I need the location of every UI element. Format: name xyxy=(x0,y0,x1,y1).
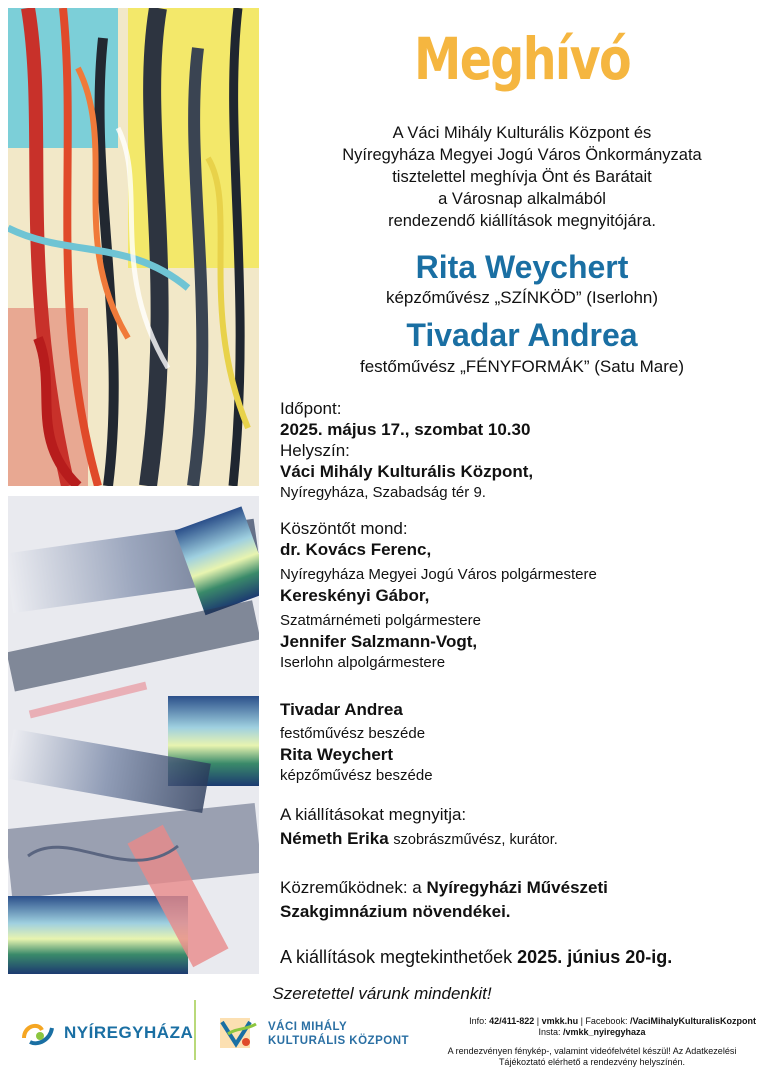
speeches-section xyxy=(280,699,750,786)
phone: 42/411-822 xyxy=(489,1016,535,1026)
intro-line: rendezendő kiállítások megnyitójára. xyxy=(388,212,656,230)
logo-divider xyxy=(194,1000,196,1060)
intro-text xyxy=(280,122,764,232)
speaker-name: Kereskényi Gábor, xyxy=(280,586,430,605)
speaker-role: Iserlohn alpolgármestere xyxy=(280,654,446,671)
contact-block: Info: 42/411-822 | vmkk.hu | Facebook: /VaciMihalyKulturalisKozpont Insta: /vmkk_nyiregyhaza A rendezvényen fénykép-, valamint videófelvétel készül! Az Adatkezelési Tájékoztató elérhető a rendezvény helyszínén. xyxy=(388,1016,756,1068)
viewing-date: 2025. június 20-ig. xyxy=(517,947,673,967)
performers-bold-2: Szakgimnázium növendékei. xyxy=(280,902,511,921)
performers-section xyxy=(280,876,750,924)
place-label: Helyszín: xyxy=(280,441,350,460)
info-label: Info: xyxy=(469,1016,487,1026)
artist-subtitle-1: képzőművész „SZÍNKÖD” (Iserlohn) xyxy=(385,288,659,307)
opening-section xyxy=(280,804,750,851)
speaker-role: Szatmárnémeti polgármestere xyxy=(280,612,481,629)
vmkk-emblem-icon xyxy=(216,1014,262,1054)
invitation-title: Meghívó xyxy=(414,25,630,93)
intro-line: A Váci Mihály Kulturális Központ és xyxy=(392,124,652,142)
artist-name-1: Rita Weychert xyxy=(415,249,629,285)
nyiregyhaza-emblem-icon xyxy=(20,1018,58,1048)
performers-prefix: Közreműködnek: a xyxy=(280,878,422,897)
privacy-note-2: Tájékoztató elérhető a rendezvény helyszínén. xyxy=(498,1057,686,1067)
city-name: NYÍREGYHÁZA xyxy=(64,1023,194,1042)
vmkk-logo xyxy=(216,1014,409,1054)
speaker-role: Nyíregyháza Megyei Jogú Város polgármestere xyxy=(280,566,597,583)
vmkk-line-1: VÁCI MIHÁLY xyxy=(268,1021,348,1033)
time-value: 2025. május 17., szombat 10.30 xyxy=(280,420,531,439)
performers-bold-1: Nyíregyházi Művészeti xyxy=(426,878,608,897)
facebook-label: Facebook: xyxy=(585,1016,628,1026)
speech-name: Tivadar Andrea xyxy=(280,700,403,719)
nyiregyhaza-logo xyxy=(20,1018,193,1048)
place-name: Váci Mihály Kulturális Központ, xyxy=(280,462,534,481)
speech-name: Rita Weychert xyxy=(280,745,394,764)
viewing-prefix: A kiállítások megtekinthetőek xyxy=(280,947,513,967)
insta-label: Insta: xyxy=(538,1027,561,1037)
privacy-note-1: A rendezvényen fénykép-, valamint videófelvétel készül! Az Adatkezelési xyxy=(447,1046,737,1056)
opening-name: Németh Erika xyxy=(280,829,389,848)
speaker-name: dr. Kovács Ferenc, xyxy=(280,540,432,559)
intro-line: Nyíregyháza Megyei Jogú Város Önkormányzata xyxy=(342,146,702,164)
instagram-link[interactable]: /vmkk_nyiregyhaza xyxy=(562,1027,646,1037)
artist-name-2: Tivadar Andrea xyxy=(406,317,638,353)
speech-role: képzőművész beszéde xyxy=(280,767,433,784)
speaker-name: Jennifer Salzmann-Vogt, xyxy=(280,632,478,651)
painting-top xyxy=(8,8,259,486)
website-link[interactable]: vmkk.hu xyxy=(541,1016,579,1026)
intro-line: tisztelettel meghívja Önt és Barátait xyxy=(392,168,652,186)
closing-line: Szeretettel várunk mindenkit! xyxy=(272,984,492,1003)
greetings-label: Köszöntőt mond: xyxy=(280,519,408,538)
opening-label: A kiállításokat megnyitja: xyxy=(280,805,467,824)
intro-line: a Városnap alkalmából xyxy=(438,190,606,208)
painting-bottom xyxy=(8,496,259,974)
vmkk-line-2: KULTURÁLIS KÖZPONT xyxy=(268,1035,410,1047)
opening-role: szobrászművész, kurátor. xyxy=(393,832,558,848)
place-address: Nyíregyháza, Szabadság tér 9. xyxy=(280,484,486,501)
time-label: Időpont: xyxy=(280,399,342,418)
viewing-section xyxy=(280,947,750,968)
greetings-section xyxy=(280,518,750,673)
event-details xyxy=(280,398,750,503)
facebook-link[interactable]: /VaciMihalyKulturalisKozpont xyxy=(629,1016,756,1026)
artist-subtitle-2: festőművész „FÉNYFORMÁK” (Satu Mare) xyxy=(359,357,684,376)
speech-role: festőművész beszéde xyxy=(280,725,426,742)
